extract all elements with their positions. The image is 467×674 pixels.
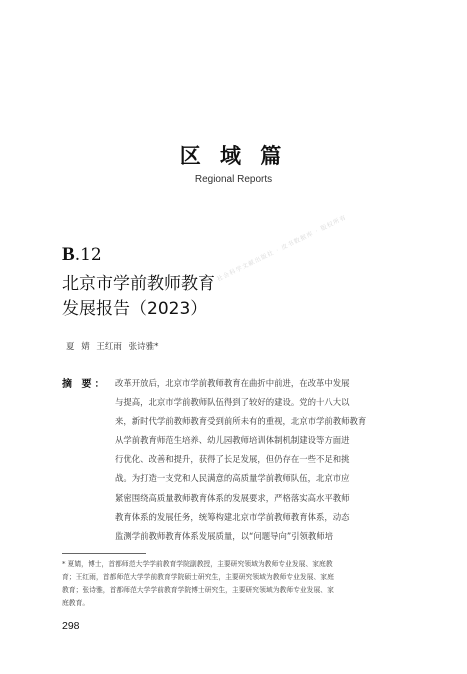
section-title: 区 域 篇 — [179, 144, 288, 168]
abstract-line: 战。为打造一支党和人民满意的高质量学前教师队伍，北京市应 — [115, 473, 350, 484]
report-code — [62, 245, 102, 264]
watermark: 社会科学文献出版社 · 皮书数据库 · 版权所有 — [215, 213, 348, 284]
page-number: 298 — [62, 620, 80, 632]
footnote-divider — [62, 553, 146, 554]
section-subtitle: Regional Reports — [194, 174, 273, 185]
report-code-number: .12 — [74, 245, 102, 265]
abstract-line: 与提高，北京市学前教师队伍得到了较好的建设。党的十八大以 — [115, 397, 350, 408]
footnote-line: 育；王红雨，首都师范大学学前教育学院硕士研究生，主要研究领域为教师专业发展、家庭 — [62, 573, 334, 581]
authors: 夏 婧 王红雨 张诗雅* — [66, 342, 159, 352]
report-title-line-2: 发展报告（2023） — [62, 299, 208, 319]
footnote — [62, 558, 414, 610]
footnote-line: 庭教育。 — [62, 599, 90, 607]
footnote-line: 教育；张诗雅，首都师范大学学前教育学院博士研究生，主要研究领域为教师专业发展、家 — [62, 586, 334, 594]
footnote-line: * 夏婧，博士，首都师范大学学前教育学院副教授，主要研究领域为教师专业发展、家庭教 — [62, 560, 333, 568]
abstract-line: 改革开放后，北京市学前教师教育在曲折中前进，在改革中发展 — [115, 378, 350, 388]
abstract-line: 行优化、改善和提升，获得了长足发展，但仍存在一些不足和挑 — [115, 454, 350, 465]
report-title-line-1: 北京市学前教师教育 — [62, 274, 215, 294]
abstract-line: 从学前教育师范生培养、幼儿园教师培训体制机制建设等方面进 — [115, 435, 350, 446]
abstract-line: 紧密围绕高质量教师教育体系的发展要求，严格落实高水平教师 — [115, 492, 350, 503]
report-title — [62, 272, 215, 322]
abstract-line: 监测学前教师教育体系发展质量，以“问题导向”引领教师培 — [115, 530, 334, 541]
abstract-line: 来，新时代学前教师教育受到前所未有的重视，北京市学前教师教育 — [115, 416, 367, 427]
abstract-body — [115, 374, 409, 546]
report-code-letter: B — [62, 244, 75, 265]
abstract-line: 教育体系的发展任务，统筹构建北京市学前教师教育体系，动态 — [115, 511, 350, 522]
abstract-label: 摘 要： — [62, 379, 108, 390]
